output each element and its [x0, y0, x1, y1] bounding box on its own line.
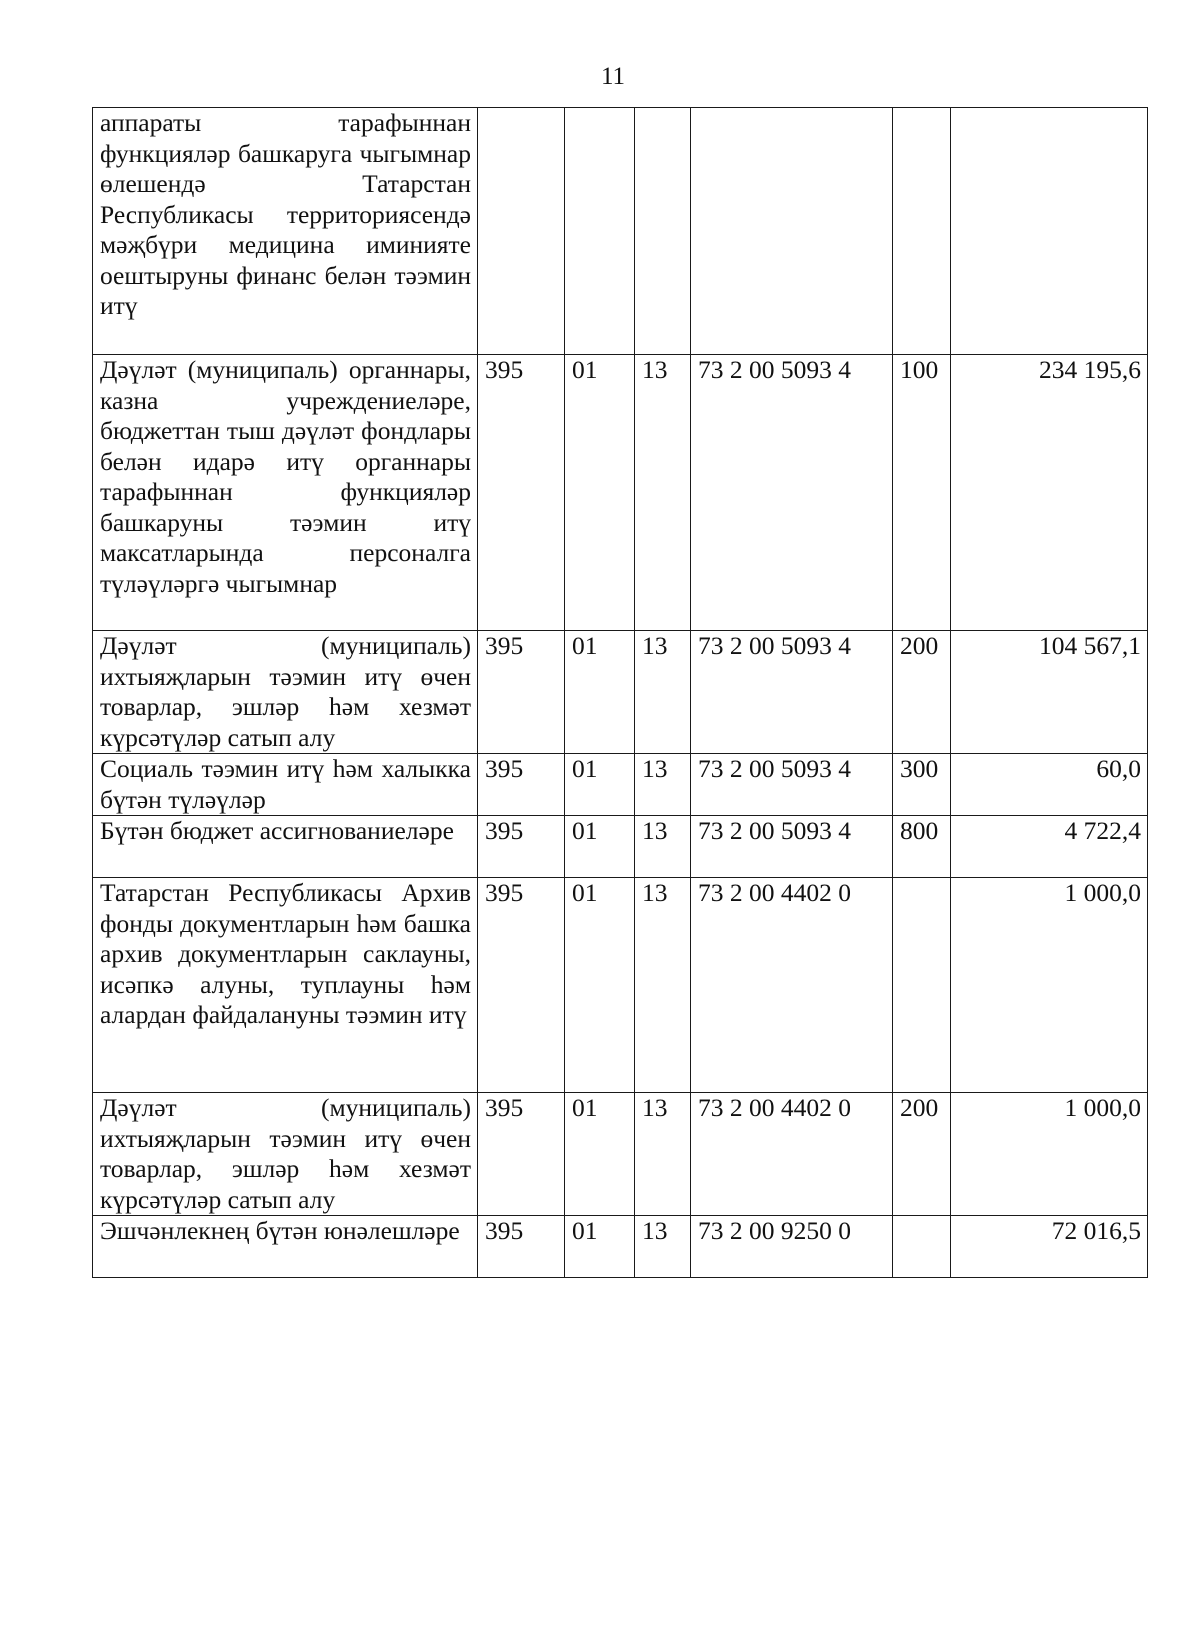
- ministry-code-cell: 395: [478, 1093, 565, 1216]
- table-row: [93, 631, 1148, 754]
- ministry-code-cell: 395: [478, 631, 565, 754]
- expense-type-cell: [893, 878, 951, 1093]
- table-row: [93, 355, 1148, 631]
- expense-type-cell: 800: [893, 816, 951, 878]
- subsection-code-cell: 13: [635, 754, 691, 816]
- target-article-cell: 73 2 00 4402 0: [691, 1093, 893, 1216]
- subsection-code-cell: 13: [635, 631, 691, 754]
- ministry-code-cell: 395: [478, 754, 565, 816]
- subsection-code-cell: 13: [635, 1216, 691, 1278]
- ministry-code-cell: 395: [478, 816, 565, 878]
- target-article-cell: 73 2 00 5093 4: [691, 355, 893, 631]
- section-code-cell: 01: [565, 631, 635, 754]
- amount-cell: 1 000,0: [951, 1093, 1148, 1216]
- subsection-code-cell: 13: [635, 878, 691, 1093]
- table-row: [93, 1093, 1148, 1216]
- subsection-code-cell: 13: [635, 816, 691, 878]
- row-name-cell: Татарстан Республикасы Архив фонды документларын һәм башка архив документларын саклауны, исәпкә алуны, туплауны һәм алардан файдалануны тәэмин итү: [93, 878, 478, 1093]
- table-row: [93, 816, 1148, 878]
- budget-table: [92, 107, 1148, 1278]
- row-name-cell: Социаль тәэмин итү һәм халыкка бүтән түләүләр: [93, 754, 478, 816]
- target-article-cell: 73 2 00 4402 0: [691, 878, 893, 1093]
- subsection-code-cell: 13: [635, 1093, 691, 1216]
- ministry-code-cell: [478, 108, 565, 355]
- amount-cell: 4 722,4: [951, 816, 1148, 878]
- table-row: [93, 754, 1148, 816]
- amount-cell: 104 567,1: [951, 631, 1148, 754]
- ministry-code-cell: 395: [478, 355, 565, 631]
- target-article-cell: 73 2 00 5093 4: [691, 816, 893, 878]
- section-code-cell: 01: [565, 1216, 635, 1278]
- target-article-cell: 73 2 00 9250 0: [691, 1216, 893, 1278]
- expense-type-cell: 300: [893, 754, 951, 816]
- target-article-cell: 73 2 00 5093 4: [691, 631, 893, 754]
- amount-cell: 234 195,6: [951, 355, 1148, 631]
- row-name-cell: Бүтән бюджет ассигнованиеләре: [93, 816, 478, 878]
- expense-type-cell: [893, 1216, 951, 1278]
- section-code-cell: 01: [565, 754, 635, 816]
- section-code-cell: 01: [565, 816, 635, 878]
- row-name-cell: Дәүләт (муниципаль) органнары, казна учреждениеләре, бюджеттан тыш дәүләт фондлары белән идарә итү органнары тарафыннан функцияләр башкаруны тәэмин итү максатларында персоналга түләүләргә чыгымнар: [93, 355, 478, 631]
- table-row: [93, 1216, 1148, 1278]
- expense-type-cell: [893, 108, 951, 355]
- ministry-code-cell: 395: [478, 1216, 565, 1278]
- ministry-code-cell: 395: [478, 878, 565, 1093]
- row-name-cell: Дәүләт (муниципаль) ихтыяҗларын тәэмин итү өчен товарлар, эшләр һәм хезмәт күрсәтүләр сатып алу: [93, 1093, 478, 1216]
- section-code-cell: 01: [565, 878, 635, 1093]
- subsection-code-cell: [635, 108, 691, 355]
- target-article-cell: 73 2 00 5093 4: [691, 754, 893, 816]
- row-name-cell: аппараты тарафыннан функцияләр башкаруга чыгымнар өлешендә Татарстан Республикасы территориясендә мәҗбүри медицина иминияте оештыруны финанс белән тәэмин итү: [93, 108, 478, 355]
- expense-type-cell: 200: [893, 1093, 951, 1216]
- expense-type-cell: 100: [893, 355, 951, 631]
- amount-cell: 72 016,5: [951, 1216, 1148, 1278]
- table-row: [93, 878, 1148, 1093]
- expense-type-cell: 200: [893, 631, 951, 754]
- table-row: [93, 108, 1148, 355]
- section-code-cell: [565, 108, 635, 355]
- row-name-cell: Эшчәнлекнең бүтән юнәлешләре: [93, 1216, 478, 1278]
- amount-cell: 60,0: [951, 754, 1148, 816]
- row-name-cell: Дәүләт (муниципаль) ихтыяҗларын тәэмин итү өчен товарлар, эшләр һәм хезмәт күрсәтүләр сатып алу: [93, 631, 478, 754]
- section-code-cell: 01: [565, 355, 635, 631]
- target-article-cell: [691, 108, 893, 355]
- page-number: 11: [600, 63, 626, 90]
- section-code-cell: 01: [565, 1093, 635, 1216]
- amount-cell: 1 000,0: [951, 878, 1148, 1093]
- subsection-code-cell: 13: [635, 355, 691, 631]
- amount-cell: [951, 108, 1148, 355]
